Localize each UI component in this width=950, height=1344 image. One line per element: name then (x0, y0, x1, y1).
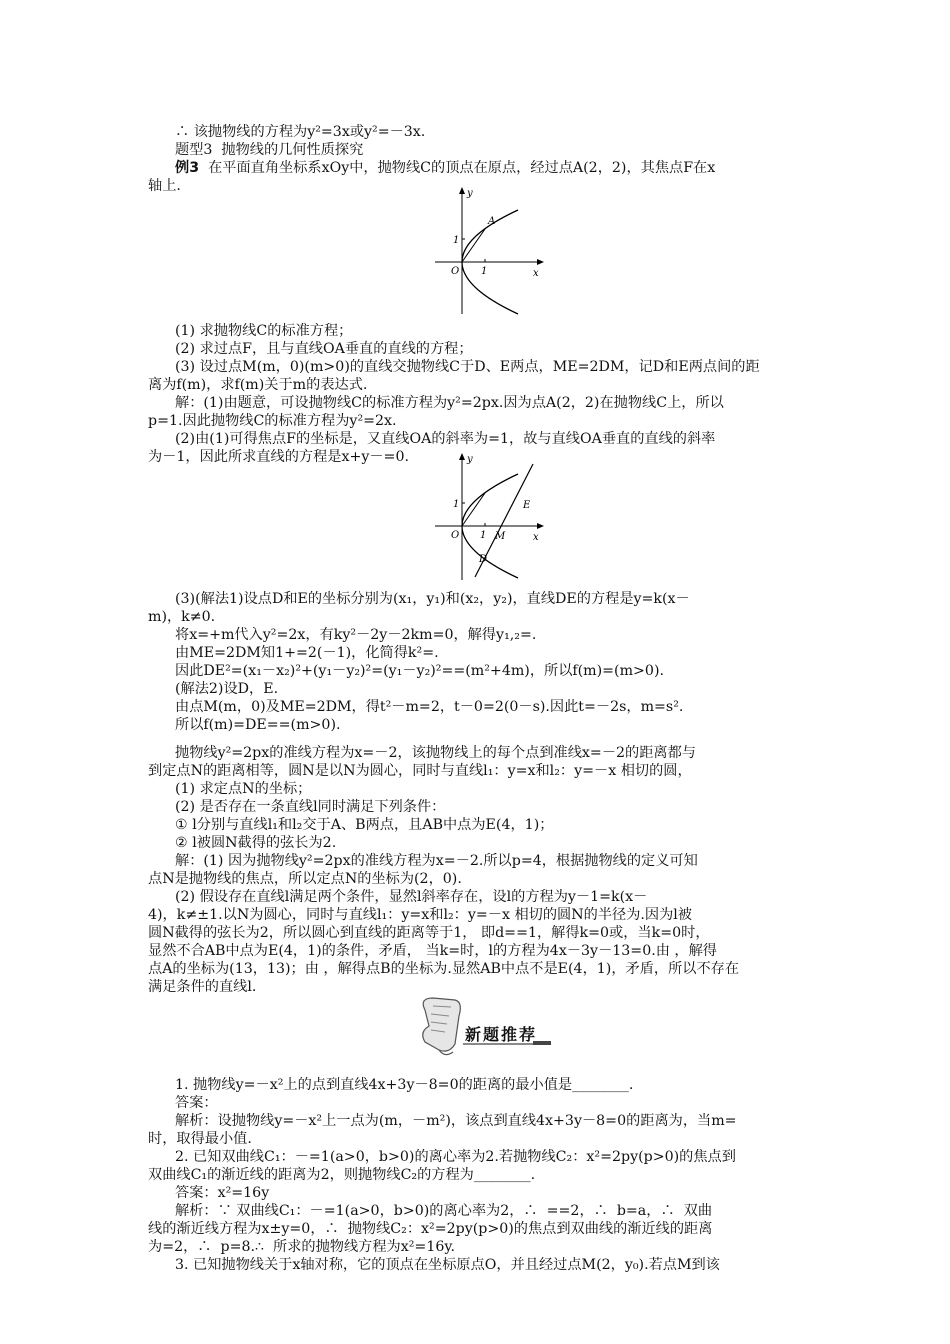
text-line: 抛物线y²=2px的准线方程为x=－2，该抛物线上的每个点到准线x=－2的距离都与 (175, 745, 696, 761)
text-line: 轴上. (148, 178, 181, 194)
text-line: ∴ 该抛物线的方程为y²=3x或y²=－3x. (175, 124, 426, 140)
label-1-x: 1 (480, 530, 487, 541)
text-line: 时，取得最小值. (148, 1131, 252, 1147)
text-line: ② l被圆N截得的弦长为2. (175, 835, 337, 851)
banner-title: 新题推荐 (465, 1025, 538, 1044)
text-line: (1) 求抛物线C的标准方程； (175, 323, 353, 339)
label-o: O (451, 530, 460, 541)
text-line: 将x=+m代入y²=2x，有ky²－2y－2km=0，解得y₁,₂=. (175, 627, 537, 643)
label-x: x (533, 532, 539, 543)
text-line: 点A的坐标为(13，13)；由 ，解得点B的坐标为.显然AB中点不是E(4，1)，矛盾，所以不存在 (148, 961, 740, 977)
text-line: 3. 已知抛物线关于x轴对称，它的顶点在坐标原点O，并且经过点M(2，y₀).若点M到该 (175, 1257, 720, 1273)
text-line: 因此DE²=(x₁－x₂)²+(y₁－y₂)²=(y₁－y₂)²==(m²+4m)，所以f(m)=(m>0). (175, 663, 665, 679)
text-line: 解析：设抛物线y=－x²上一点为(m，－m²)，该点到直线4x+3y－8=0的距离为，当m= (175, 1113, 737, 1129)
text-line: 答案：x²=16y (175, 1185, 270, 1201)
text-line: m)，k≠0. (148, 609, 216, 625)
text-line: 双曲线C₁的渐近线的距离为2，则抛物线C₂的方程为________. (148, 1167, 536, 1183)
y-axis-arrow (459, 453, 465, 460)
y-axis-arrow (459, 187, 465, 194)
text-line: (2)由(1)可得焦点F的坐标是，又直线OA的斜率为=1，故与直线OA垂直的直线的斜率 (175, 431, 716, 447)
label-1-y: 1 (453, 235, 460, 246)
parabola-figure-2 (425, 452, 555, 584)
text-line: 2. 已知双曲线C₁：－=1(a>0，b>0)的离心率为2.若抛物线C₂：x²=2py(p>0)的焦点到 (175, 1149, 736, 1165)
label-o: O (451, 266, 460, 277)
text-line: 解：(1) 因为抛物线y²=2px的准线方程为x=－2.所以p=4，根据抛物线的定义可知 (175, 853, 698, 869)
label-a: A (488, 216, 496, 227)
text-line: 1. 抛物线y=－x²上的点到直线4x+3y－8=0的距离的最小值是________. (175, 1077, 634, 1093)
text-line: 例3 在平面直角坐标系xOy中，抛物线C的顶点在原点，经过点A(2，2)，其焦点F在x (175, 160, 716, 176)
example-label: 例3 (175, 160, 200, 176)
text-line: (2) 是否存在一条直线l同时满足下列条件： (175, 799, 446, 815)
text-line: 圆N截得的弦长为2，所以圆心到直线的距离等于1， 即d==1，解得k=0或，当k=0时， (148, 925, 710, 941)
text-line: 解析：∵ 双曲线C₁：－=1(a>0，b>0)的离心率为2，∴ ==2，∴ b=a，∴ 双曲 (175, 1203, 713, 1219)
text-line: 显然不合AB中点为E(4，1)的条件，矛盾， 当k=时，l的方程为4x－3y－13=0.由 ，解得 (148, 943, 717, 959)
text-line: (2) 假设存在直线l满足两个条件，显然l斜率存在，设l的方程为y－1=k(x－ (175, 889, 648, 905)
label-y: y (467, 188, 473, 199)
text-line: 题型3 抛物线的几何性质探究 (175, 142, 364, 158)
segment-oa (462, 229, 485, 262)
text-line: 由ME=2DM知1+=2(－1)，化简得k²=. (175, 645, 439, 661)
label-1-y: 1 (453, 499, 460, 510)
text-line: 点N是抛物线的焦点，所以定点N的坐标为(2，0). (148, 871, 462, 887)
text-line: (3)(解法1)设点D和E的坐标分别为(x₁，y₁)和(x₂，y₂)，直线DE的方程是y=k(x－ (175, 591, 690, 607)
label-y: y (467, 454, 473, 465)
label-d: D (479, 554, 488, 565)
text-line: 离为f(m)，求f(m)关于m的表达式. (148, 377, 368, 393)
text-line: 解：(1)由题意，可设抛物线C的标准方程为y²=2px.因为点A(2，2)在抛物线C上，所以 (175, 395, 724, 411)
text-line: 线的渐近线方程为x±y=0，∴ 抛物线C₂：x²=2py(p>0)的焦点到双曲线的渐近线的距离 (148, 1221, 713, 1237)
text-line: 由点M(m，0)及ME=2DM，得t²－m=2，t－0=2(0－s).因此t=－2s，m=s². (175, 699, 684, 715)
text-line: ① l分别与直线l₁和l₂交于A、B两点，且AB中点为E(4，1)； (175, 817, 554, 833)
segment-oa (462, 493, 485, 526)
text-line: 4)，k≠±1.以N为圆心，同时与直线l₁：y=x和l₂：y=－x 相切的圆N的半径为.因为l被 (148, 907, 692, 923)
label-e: E (523, 500, 531, 511)
text-line: 到定点N的距离相等，圆N是以N为圆心，同时与直线l₁：y=x和l₂：y=－x 相切的圆， (148, 763, 692, 779)
x-axis-arrow (537, 259, 544, 265)
text-line: 所以f(m)=DE==(m>0). (175, 717, 341, 733)
parabola-figure-1 (425, 186, 555, 318)
text-line: (解法2)设D，E. (175, 681, 279, 697)
text-line: 满足条件的直线l. (148, 979, 257, 995)
x-axis-arrow (537, 523, 544, 529)
text-line: 为=2，∴ p=8.∴ 所求的抛物线方程为x²=16y. (148, 1239, 456, 1255)
label-1-x: 1 (481, 266, 488, 277)
text-line: (2) 求过点F，且与直线OA垂直的直线的方程； (175, 341, 473, 357)
text-line: p=1.因此抛物线C的标准方程为y²=2x. (148, 413, 397, 429)
label-m: M (495, 531, 506, 542)
text-line: (1) 求定点N的坐标； (175, 781, 312, 797)
text-line: 为－1，因此所求直线的方程是x+y－=0. (148, 449, 409, 465)
text-line: (3) 设过点M(m，0)(m>0)的直线交抛物线C于D、E两点，ME=2DM，记D和E两点间的距 (175, 359, 760, 375)
label-x: x (533, 268, 539, 279)
text-line: 答案： (175, 1095, 218, 1111)
